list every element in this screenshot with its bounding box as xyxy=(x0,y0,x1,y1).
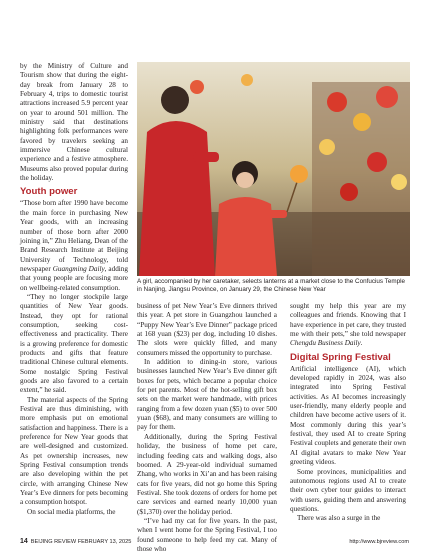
page-number: 14 xyxy=(20,538,28,545)
footer-publication xyxy=(20,538,131,545)
section-heading-youth-power: Youth power xyxy=(20,186,78,198)
paragraph: by the Ministry of Culture and Tourism show that during the eight-day break from January 28 to February 4, trips to domestic tourist attractions increased 5.9 percent year on year to around 501 million. The ministry said that destinations highlighting folk performances were favored by travelers seeking an immersive Chinese cultural experience and a festive atmosphere. Museums also proved popular during the holiday. xyxy=(20,62,128,183)
photo-illustration xyxy=(137,62,410,276)
photo-caption: A girl, accompanied by her caretaker, selects lanterns at a market close to the Confucius Temple in Nanjing, Jiangsu Province, on January 29, the Chinese New Year xyxy=(137,278,405,293)
publication-date: BEIJING REVIEW FEBRUARY 13, 2025 xyxy=(30,539,132,545)
paragraph: business of pet New Year’s Eve dinners thrived this year. A pet store in Guangzhou launched a “Puppy New Year’s Eve Dinner” package priced at 168 yuan ($23) per dog, including 10 dishes. The slots were quickly filled, and many consumers missed the opportunity to purchase. xyxy=(137,302,277,357)
paragraph: sought my help this year are my colleagues and friends. Knowing that I have experience in pet care, they trusted me with their pets,” she told newspaper Chengdu Business Daily. xyxy=(290,302,406,348)
column-2 xyxy=(137,302,277,554)
publication-name: Guangming Daily xyxy=(52,264,105,273)
column-3 xyxy=(290,302,406,524)
publication-name: Chengdu Business Daily xyxy=(290,339,361,348)
lantern-market-photo xyxy=(137,62,410,276)
paragraph: “They no longer stockpile large quantities of New Year goods. Instead, they opt for rational consumption, seeking cost-effectiveness and practicality. There is a growing preference for domestic products and gifts that feature traditional Chinese cultural elements. Some nostalgic Spring Festival goods are also favored to a certain extent,” he said. xyxy=(20,292,128,395)
paragraph: There was also a surge in the xyxy=(297,514,381,523)
paragraph: On social media platforms, the xyxy=(27,507,116,516)
paragraph: Additionally, during the Spring Festival holiday, the business of home pet care, including feeding cats and walking dogs, also boomed. A 29-year-old individual surnamed Zhang, who works in Xi’an and has been raising cats for five years, did not go home this Spring Festival. She took dozens of orders for home pet care services and earned nearly 10,000 yuan ($1,370) over the holiday period. xyxy=(137,432,277,516)
paragraph: “Those born after 1990 have become the main force in purchasing New Year goods, with an increasing number of those born after 2000 joining in,” Zhu Heliang, Dean of the Brand Research Institute at Beijing University of Technology, told newspaper Guangming Daily, adding that young people are focusing more on wellbeing-related consumption. xyxy=(20,199,128,292)
paragraph: “I’ve had my cat for five years. In the past, when I went home for the Spring Festival, I too found someone to help feed my cat. Many of those who xyxy=(137,516,277,553)
paragraph: Some provinces, municipalities and autonomous regions used AI to create their own cyber tour guides to interact with users, guiding them and answering questions. xyxy=(290,467,406,513)
paragraph: In addition to dining-in store, various businesses launched New Year’s Eve dinner gift boxes for pets, which became a popular choice for pet parents. Most of the hot-selling gift box sets on the market were handmade, with prices ranging from a few dozen yuan ($5) to over 500 yuan ($68), and many consumers are willing to pay for them. xyxy=(137,358,277,432)
paragraph: The material aspects of the Spring Festival are thus diminishing, with more emphasis put on emotional satisfaction and happiness. There is a preference for New Year goods that are well-designed and customized. As pet ownership increases, new Spring Festival consumption trends are also developing within the pet circle, with arranging Chinese New Year’s Eve dinners for pets becoming a consumption hotspot. xyxy=(20,395,128,507)
column-1-top xyxy=(20,62,128,517)
paragraph: Artificial intelligence (AI), which developed rapidly in 2024, was also integrated into Spring Festival activities. As AI becomes increasingly user-friendly, many elderly people and children have become active users of it. Most commonly during this year’s festival, they used AI to create Spring Festival couplets and generate their own AI digital avatars to make New Year greeting videos. xyxy=(290,364,406,467)
section-heading-digital-spring-festival: Digital Spring Festival xyxy=(290,351,391,363)
footer-url[interactable]: http://www.bjreview.com xyxy=(349,539,409,545)
